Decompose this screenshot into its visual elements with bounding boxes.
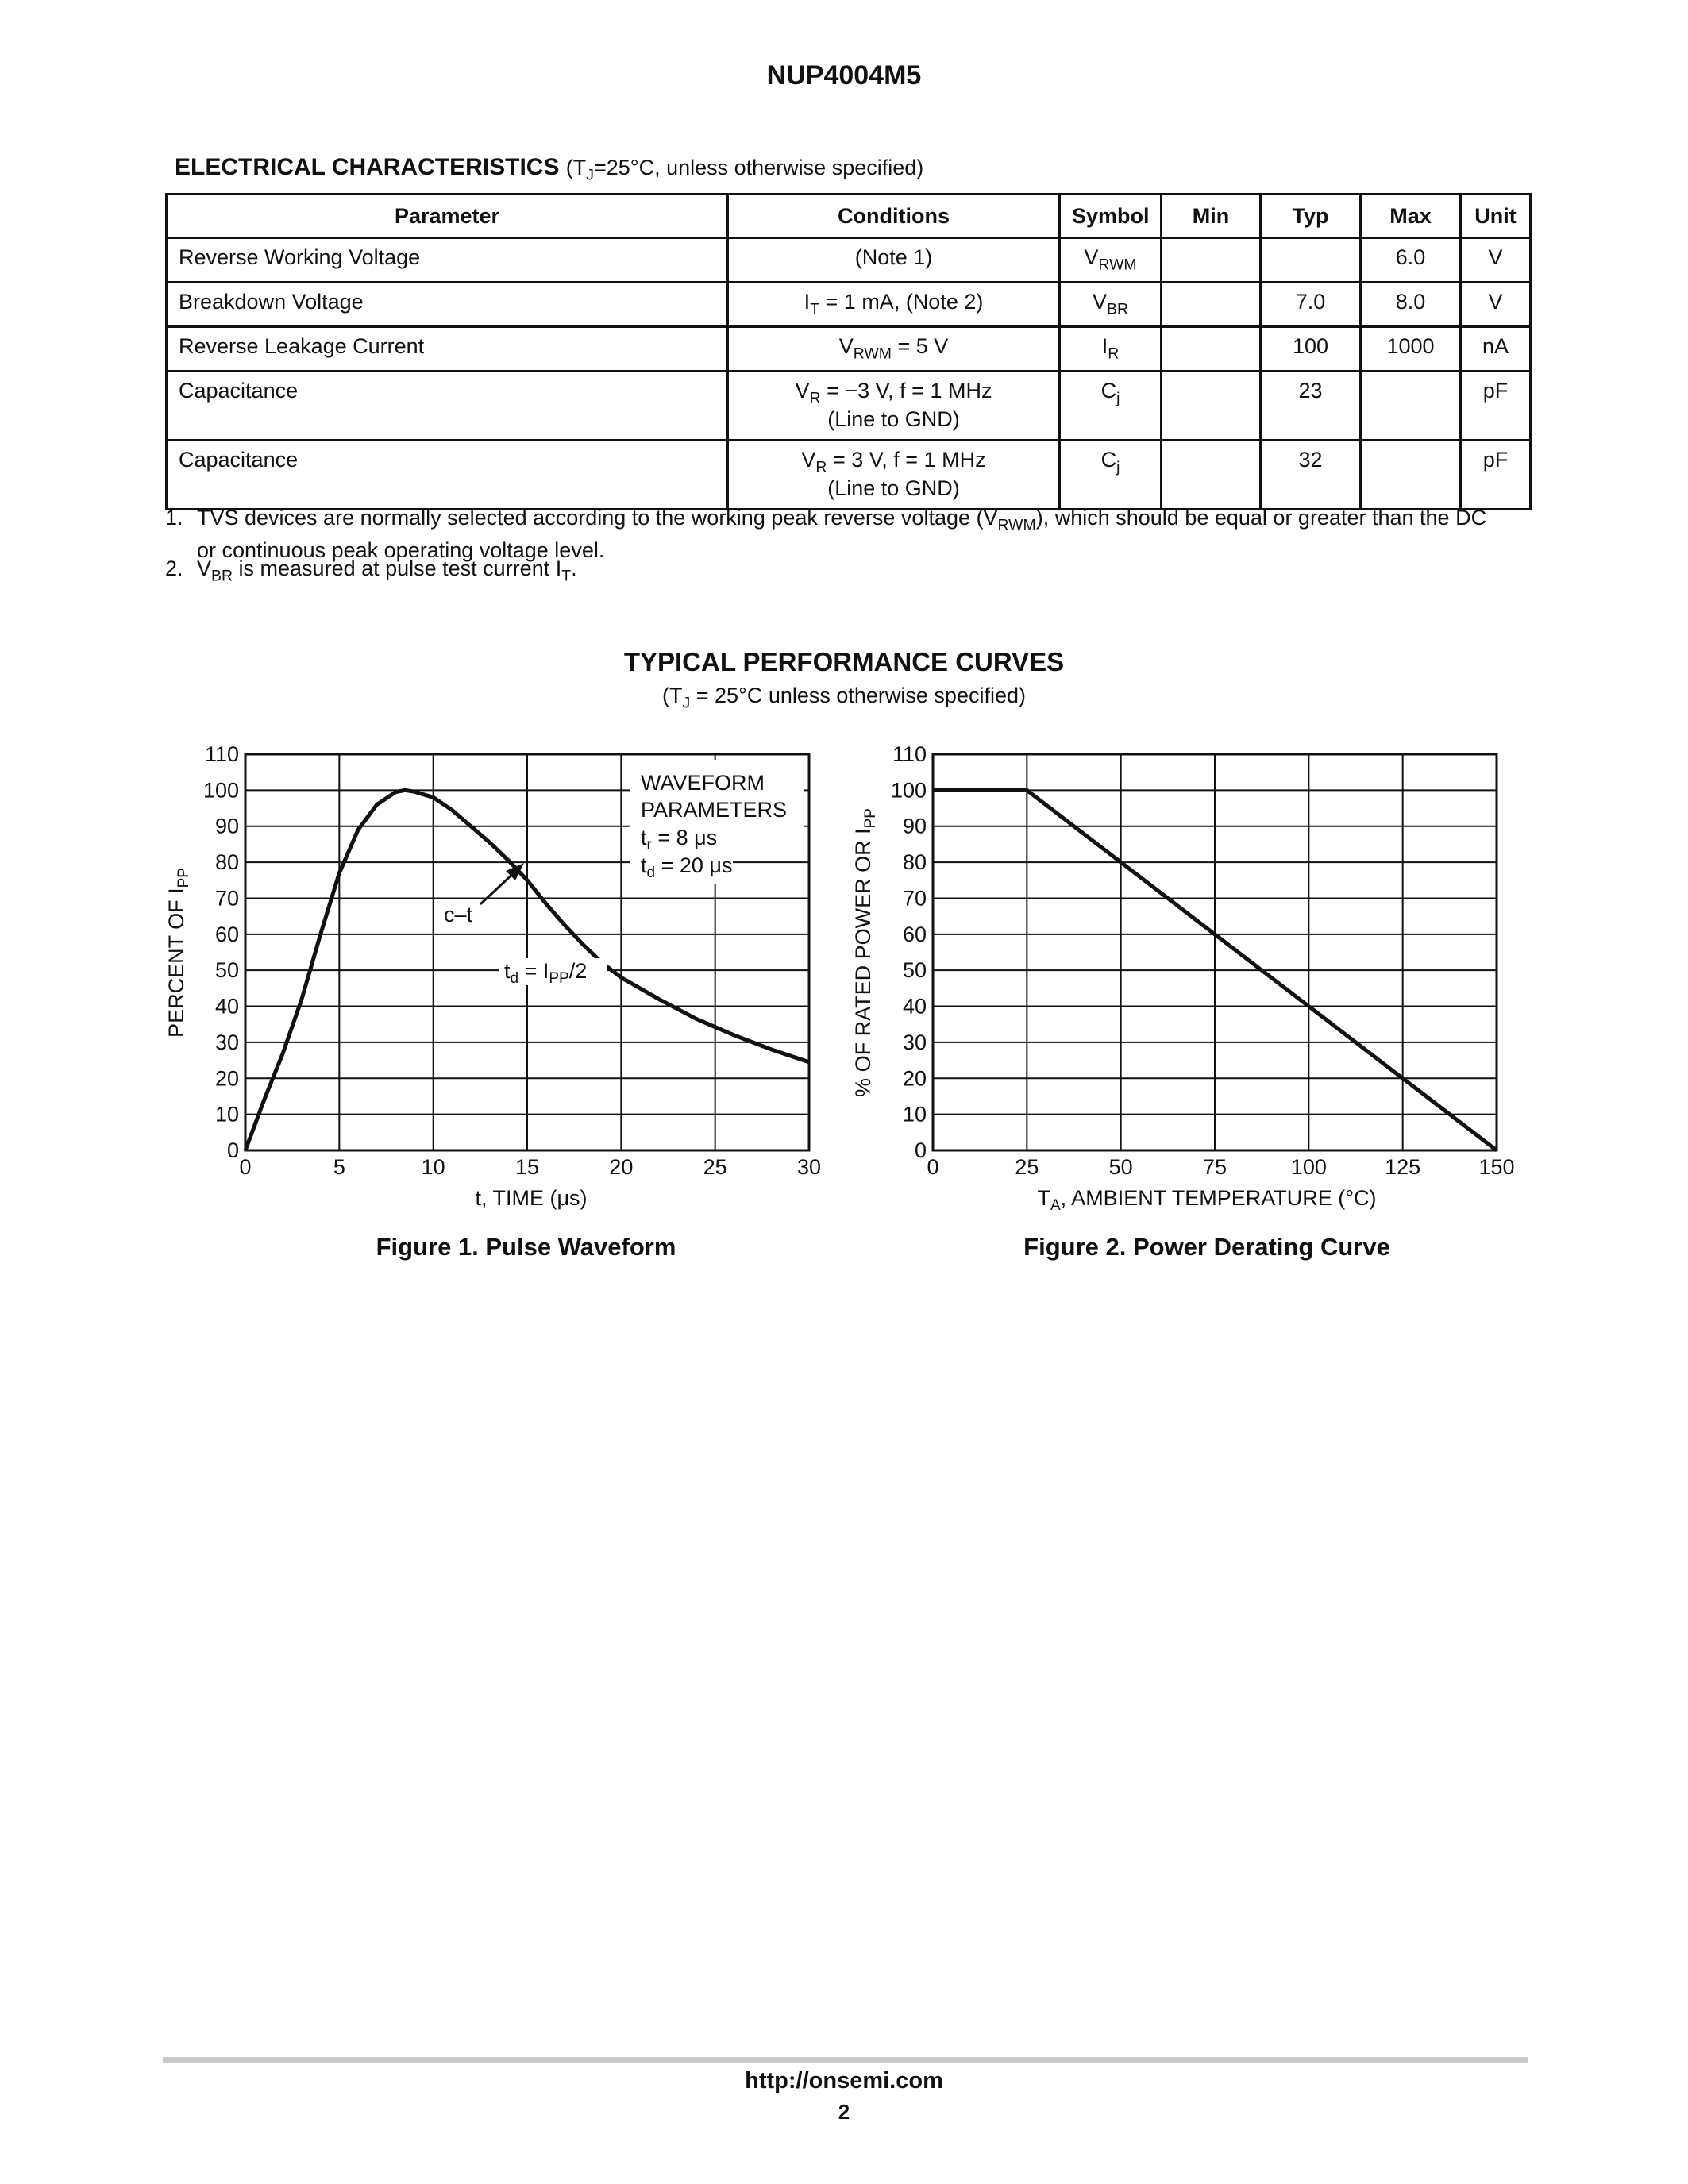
note-2: 2. $V_{BR}$ is measured at pulse test current $I_T$.: [165, 557, 577, 585]
x-axis-label: $T_A$, AMBIENT TEMPERATURE (°C): [1037, 1186, 1377, 1214]
parameter-cell: Reverse Leakage Current: [167, 327, 728, 372]
section-condition: ($T_J=25^\circ C$, unless otherwise specified): [565, 156, 924, 184]
parameter-cell: Breakdown Voltage: [167, 283, 728, 327]
conditions-cell: $I_T = 1$ mA, (Note 2): [728, 283, 1060, 327]
y-tick-label: 80: [214, 850, 239, 875]
max-cell: 1000: [1361, 327, 1461, 372]
y-tick-label: 0: [914, 1138, 927, 1162]
x-tick-label: 0: [239, 1155, 252, 1179]
footer-divider: [163, 2057, 1528, 2063]
y-tick-label: 110: [892, 742, 927, 766]
y-tick-label: 10: [902, 1102, 927, 1127]
figure-1-caption: Figure 1. Pulse Waveform: [376, 1233, 676, 1261]
min-cell: [1162, 441, 1261, 510]
max-cell: 6.0: [1361, 238, 1461, 283]
annotation-waveform: WAVEFORM: [641, 771, 765, 795]
y-tick-labels: [203, 742, 239, 1162]
y-tick-label: 30: [214, 1030, 239, 1054]
x-tick-label: 50: [1108, 1155, 1133, 1179]
table-row: [167, 327, 1531, 372]
min-cell: [1162, 238, 1261, 283]
col-header: Unit: [1461, 195, 1531, 238]
table-row: [167, 283, 1531, 327]
min-cell: [1162, 372, 1261, 441]
unit-cell: nA: [1461, 327, 1531, 372]
symbol-cell: $V_{RWM}$: [1060, 238, 1162, 283]
x-tick-label: 5: [333, 1155, 345, 1179]
y-tick-labels: [891, 742, 927, 1162]
y-tick-label: 30: [902, 1030, 927, 1054]
col-header: Min: [1162, 195, 1261, 238]
col-header: Typ: [1261, 195, 1361, 238]
x-tick-label: 125: [1385, 1155, 1421, 1179]
unit-cell: pF: [1461, 441, 1531, 510]
y-tick-label: 80: [902, 850, 927, 875]
y-tick-label: 70: [214, 886, 239, 911]
x-tick-label: 100: [1290, 1155, 1327, 1179]
y-axis-label: % OF RATED POWER OR $I_{PP}$: [851, 808, 879, 1097]
x-tick-labels: [239, 1155, 821, 1179]
power-derating-chart: [842, 742, 1540, 1235]
x-tick-label: 30: [796, 1155, 822, 1179]
conditions-cell: (Note 1): [728, 238, 1060, 283]
max-cell: [1361, 372, 1461, 441]
annotation-parameters: PARAMETERS: [641, 798, 788, 822]
y-tick-label: 90: [214, 814, 239, 838]
annotation-td: $t_d = 20$ μs: [641, 853, 733, 881]
unit-cell: pF: [1461, 372, 1531, 441]
x-tick-label: 0: [927, 1155, 939, 1179]
table-row: [167, 372, 1531, 441]
y-tick-label: 0: [226, 1138, 239, 1162]
x-tick-label: 25: [703, 1155, 727, 1179]
col-header: Conditions: [728, 195, 1060, 238]
curves-heading: TYPICAL PERFORMANCE CURVES: [623, 647, 1065, 676]
y-tick-label: 40: [902, 994, 927, 1019]
electrical-characteristics-table: [165, 193, 1532, 510]
min-cell: [1162, 283, 1261, 327]
typ-cell: 7.0: [1261, 283, 1361, 327]
annotation-half-width: $t_d = I_{PP}/2$: [504, 959, 588, 987]
x-axis-label: t, TIME (μs): [475, 1186, 588, 1210]
annotation-tr: $t_r = 8$ μs: [641, 826, 718, 853]
symbol-cell: $C_j$: [1060, 441, 1162, 510]
col-header: Parameter: [167, 195, 728, 238]
y-tick-label: 60: [902, 922, 927, 946]
table-row: [167, 441, 1531, 510]
y-tick-label: 110: [204, 742, 239, 766]
table-header-row: [167, 195, 1531, 238]
y-tick-label: 10: [214, 1102, 239, 1127]
typ-cell: 23: [1261, 372, 1361, 441]
y-tick-label: 50: [902, 958, 927, 983]
max-cell: [1361, 441, 1461, 510]
y-tick-label: 100: [890, 778, 927, 803]
pulse-waveform-chart: [155, 742, 854, 1235]
unit-cell: V: [1461, 283, 1531, 327]
x-tick-label: 75: [1202, 1155, 1227, 1179]
parameter-cell: Capacitance: [167, 441, 728, 510]
conditions-cell: $V_{RWM} = 5$ V: [728, 327, 1060, 372]
col-header: Max: [1361, 195, 1461, 238]
section-title: ELECTRICAL CHARACTERISTICS: [175, 154, 560, 180]
x-tick-labels: [927, 1155, 1514, 1179]
y-tick-label: 70: [902, 886, 927, 911]
x-tick-label: 150: [1478, 1155, 1515, 1179]
symbol-cell: $V_{BR}$: [1060, 283, 1162, 327]
y-tick-label: 50: [214, 958, 239, 983]
y-axis-label: PERCENT OF $I_{PP}$: [164, 868, 192, 1038]
curves-subheading: ($T_J = 25^\circ C$ unless otherwise specified): [662, 684, 1026, 712]
typ-cell: 32: [1261, 441, 1361, 510]
y-tick-label: 40: [214, 994, 239, 1019]
y-tick-label: 60: [214, 922, 239, 946]
y-tick-label: 100: [202, 778, 239, 803]
max-cell: 8.0: [1361, 283, 1461, 327]
note-1: 1. TVS devices are normally selected according to the working peak reverse voltage $(V_{RWM})$, which should be equal or greater than the DC or continuous peak operating voltage level.: [165, 506, 1487, 563]
conditions-cell: $V_R = 3$ V, f = 1 MHz (Line to GND): [728, 441, 1060, 510]
symbol-cell: $I_R$: [1060, 327, 1162, 372]
typ-cell: [1261, 238, 1361, 283]
electrical-characteristics-heading: [175, 154, 923, 184]
footer-link[interactable]: http://onsemi.com: [745, 2068, 943, 2093]
parameter-cell: Capacitance: [167, 372, 728, 441]
y-tick-label: 90: [902, 814, 927, 838]
min-cell: [1162, 327, 1261, 372]
figure-2-caption: Figure 2. Power Derating Curve: [1023, 1233, 1390, 1261]
x-tick-label: 20: [609, 1155, 634, 1179]
x-tick-label: 10: [421, 1155, 445, 1179]
conditions-cell: $V_R = -3$ V, f = 1 MHz (Line to GND): [728, 372, 1060, 441]
parameter-cell: Reverse Working Voltage: [167, 238, 728, 283]
x-tick-label: 25: [1015, 1155, 1039, 1179]
symbol-cell: $C_j$: [1060, 372, 1162, 441]
page-number: 2: [838, 2100, 850, 2124]
y-tick-label: 20: [214, 1066, 239, 1091]
x-tick-label: 15: [514, 1155, 540, 1179]
grid: [933, 754, 1497, 1150]
col-header: Symbol: [1060, 195, 1162, 238]
typ-cell: 100: [1261, 327, 1361, 372]
page-title: NUP4004M5: [766, 60, 922, 91]
annotation-ct: c–t: [444, 903, 473, 926]
table-row: [167, 238, 1531, 283]
y-tick-label: 20: [902, 1066, 927, 1091]
unit-cell: V: [1461, 238, 1531, 283]
